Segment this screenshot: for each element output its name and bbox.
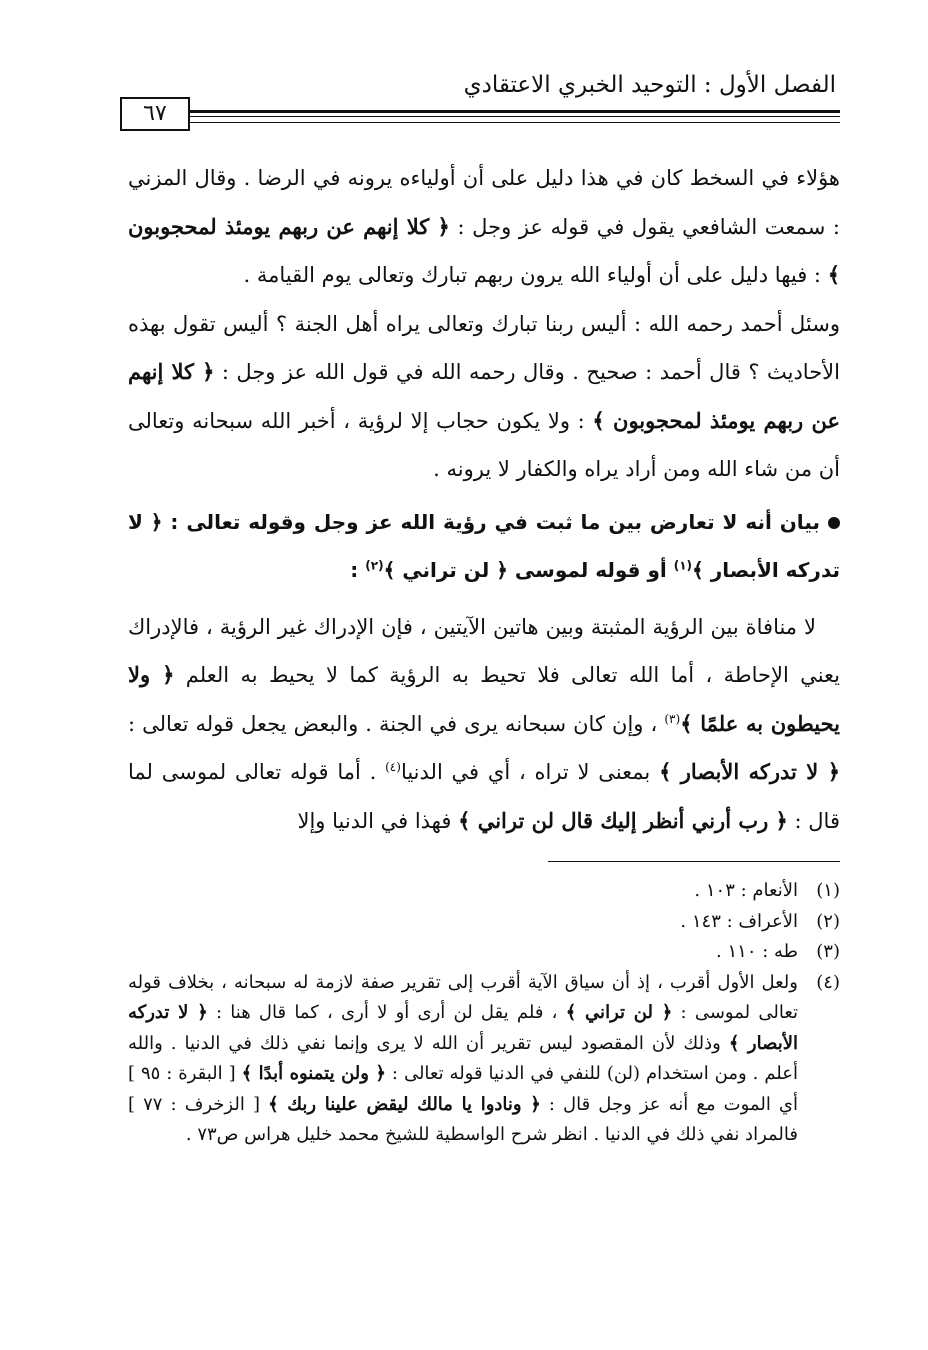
text-run: لا منافاة بين الرؤية المثبتة وبين هاتين الآيتين ، فإن الإدراك غير الرؤية ، فالإدراك يعني الإحاطة ، أما الله تعالى فلا تحيط به الرؤية كما لا يحيط به العلم xyxy=(128,614,841,687)
footnote-text: طه : ١١٠ . xyxy=(716,941,798,962)
paragraph-1 xyxy=(128,154,840,300)
footnote-text: الأنعام : ١٠٣ . xyxy=(694,880,798,901)
footnote-3 xyxy=(128,937,840,968)
footnote-4 xyxy=(128,968,840,1151)
quran-quote: ﴿ ونادوا يا مالك ليقض علينا ربك ﴾ xyxy=(268,1093,541,1115)
text-run: [ الزخرف : ٧٧ ] فالمراد نفي ذلك في الدنيا . انظر شرح الواسطية للشيخ محمد خليل هراس ص٧٣ . xyxy=(128,1093,798,1145)
paragraph-3 xyxy=(128,603,840,846)
footnote-number: (٢) xyxy=(816,910,840,932)
footnote-separator xyxy=(548,861,840,862)
quran-quote: ﴿ رب أرني أنظر إليك قال لن تراني ﴾ xyxy=(458,807,788,833)
text-run: وسئل أحمد رحمه الله : أليس ربنا تبارك وتعالى يراه أهل الجنة ؟ أليس تقول بهذه الأحاديث ؟ قال أحمد : صحيح . وقال رحمه الله في قول الله عز وجل : xyxy=(128,311,840,384)
footnote-ref[interactable]: (٣) xyxy=(664,711,681,726)
text-run: بمعنى لا تراه ، أي في الدنيا xyxy=(400,760,660,784)
text-run: : xyxy=(350,558,366,582)
text-run: فهذا في الدنيا وإلا xyxy=(297,808,459,833)
footnote-number: (٣) xyxy=(816,941,840,962)
footnote-ref[interactable]: (٤) xyxy=(385,760,401,774)
quran-quote: ﴿ لن تراني ﴾ xyxy=(565,1002,673,1023)
footnote-ref[interactable]: (١) xyxy=(673,558,693,573)
section-heading xyxy=(128,498,840,595)
text-run: ولعل الأول أقرب ، إذ أن سياق الآية أقرب إلى تقرير صفة لازمة له سبحانه ، بخلاف قوله تعالى لموسى : xyxy=(128,971,799,1023)
footnotes xyxy=(128,876,840,1151)
header-rule xyxy=(184,116,840,117)
quran-quote: ﴿ لا تدركه الأبصار ﴾ xyxy=(128,1002,798,1054)
text-run: : ولا يكون حجاب إلا لرؤية ، أخبر الله سبحانه وتعالى أن من شاء الله ومن أراد يراه والكفار لا يرونه . xyxy=(128,408,840,481)
text-run: وذلك لأن المقصود ليس تقرير أن الله لا يرى وإنما نفي ذلك في الدنيا . والله أعلم . ومن استخدام (لن) للنفي في الدنيا قوله تعالى : xyxy=(128,1032,798,1084)
main-text xyxy=(128,154,840,845)
quran-quote: ﴿ ولا يحيطون به علمًا ﴾ xyxy=(128,662,840,736)
text-run: [ البقرة : ٩٥ ] أي الموت مع أنه عز وجل قال : xyxy=(128,1063,799,1115)
header-rule xyxy=(184,110,840,113)
footnote-2 xyxy=(128,907,840,938)
text-run: أو قوله لموسى xyxy=(507,558,674,582)
quran-quote: ﴿ كلا إنهم عن ربهم يومئذ لمحجوبون ﴾ xyxy=(128,213,840,287)
footnote-1 xyxy=(128,876,840,907)
page-number: ٦٧ xyxy=(120,97,190,131)
running-title: الفصل الأول : التوحيد الخبري الاعتقادي xyxy=(463,72,836,98)
text-run: ، فلم يقل لن أرى أو لا أرى ، كما قال هنا : xyxy=(207,1002,566,1023)
footnote-text: الأعراف : ١٤٣ . xyxy=(680,910,798,932)
text-run: . أما قوله تعالى لموسى لما قال : xyxy=(128,760,840,833)
quran-quote: ﴿ كلا إنهم عن ربهم يومئذ لمحجوبون ﴾ xyxy=(128,359,841,433)
footnote-number: (٤) xyxy=(816,971,840,993)
quran-quote: ﴿ لا تدركه الأبصار ﴾ xyxy=(659,759,840,784)
quran-quote: ﴿ لا تدركه الأبصار ﴾ xyxy=(128,509,840,582)
header-rule xyxy=(184,122,840,123)
footnote-ref[interactable]: (٢) xyxy=(365,558,384,573)
footnote-number: (١) xyxy=(816,880,840,901)
text-run: هؤلاء في السخط كان في هذا دليل على أن أولياءه يرونه في الرضا . وقال المزني : سمعت الشافعي يقول في قوله عز وجل : xyxy=(128,166,840,239)
footnote-text xyxy=(128,968,798,1151)
text-run: بيان أنه لا تعارض بين ما ثبت في رؤية الله عز وجل وقوله تعالى : xyxy=(162,509,820,534)
quran-quote: ﴿ لن تراني ﴾ xyxy=(383,558,508,582)
quran-quote: ﴿ ولن يتمنوه أبدًا ﴾ xyxy=(241,1063,386,1084)
text-run: ، وإن كان سبحانه يرى في الجنة . والبعض يجعل قوله تعالى : xyxy=(128,711,665,736)
bullet-icon xyxy=(828,517,840,529)
paragraph-2 xyxy=(128,300,840,494)
text-run: : فيها دليل على أن أولياء الله يرون ربهم تبارك وتعالى يوم القيامة . xyxy=(243,263,828,287)
